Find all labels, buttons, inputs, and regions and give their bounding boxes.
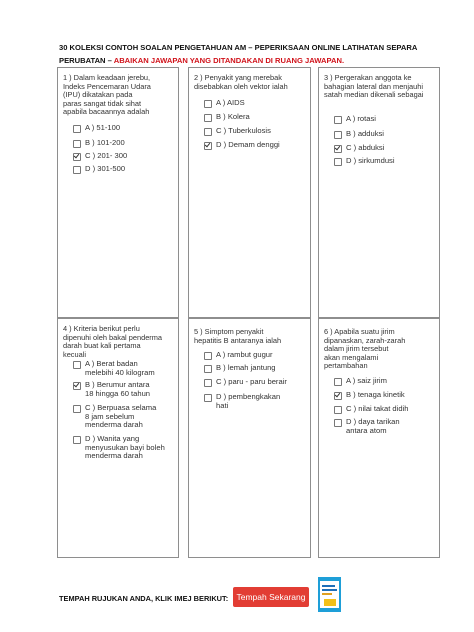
checkbox-checked[interactable]: [204, 142, 212, 150]
question-card-5: [188, 318, 311, 558]
header-line-2: [59, 54, 429, 67]
q4-option-d[interactable]: D ) Wanita yang menyusukan bayi boleh menderma darah: [73, 435, 165, 461]
checkbox[interactable]: [334, 116, 342, 124]
header-warning: ABAIKAN JAWAPAN YANG DITANDAKAN DI RUANG JAWAPAN.: [113, 56, 345, 65]
q1-option-a[interactable]: A ) 51-100: [73, 124, 120, 133]
question-card-4: [57, 318, 179, 558]
q1-option-d[interactable]: D ) 301-500: [73, 165, 125, 174]
q1-option-b[interactable]: B ) 101-200: [73, 139, 125, 148]
question-2-text: 2 ) Penyakit yang merebak disebabkan oleh vektor ialah: [194, 73, 288, 91]
checkbox[interactable]: [73, 405, 81, 413]
q3-option-b[interactable]: B ) adduksi: [334, 130, 384, 139]
header-line-2-prefix: PERUBATAN –: [59, 56, 114, 65]
checkbox[interactable]: [334, 131, 342, 139]
checkbox[interactable]: [73, 436, 81, 444]
book-cover-icon[interactable]: [318, 577, 341, 612]
question-6-text: 6 ) Apabila suatu jirim dipanaskan, zarah-zarah dalam jirim tersebut akan mengalami pertambahan: [324, 327, 406, 371]
question-3-text: 3 ) Pergerakan anggota ke bahagian lateral dan menjauhi satah median dikenali sebagai: [324, 73, 424, 100]
q5-option-c[interactable]: C ) paru - paru berair: [204, 378, 287, 387]
q5-option-a[interactable]: A ) rambut gugur: [204, 351, 273, 360]
checkbox-checked[interactable]: [73, 153, 81, 161]
q5-option-b[interactable]: B ) lemah jantung: [204, 364, 276, 373]
question-5-text: 5 ) Simptom penyakit hepatitis B antaranya ialah: [194, 327, 282, 345]
header-line-1: 30 KOLEKSI CONTOH SOALAN PENGETAHUAN AM – PEPERIKSAAN ONLINE LATIHATAN SEPARA: [59, 43, 418, 52]
order-now-button[interactable]: Tempah Sekarang: [233, 587, 309, 607]
page-header: [59, 41, 429, 67]
q6-option-c[interactable]: C ) nilai takat didih: [334, 405, 408, 414]
q1-option-c[interactable]: C ) 201- 300: [73, 152, 127, 161]
checkbox[interactable]: [73, 140, 81, 148]
q3-option-d[interactable]: D ) sirkumdusi: [334, 157, 395, 166]
q6-option-d[interactable]: D ) daya tarikan antara atom: [334, 418, 400, 435]
q2-option-a[interactable]: A ) AIDS: [204, 99, 245, 108]
checkbox[interactable]: [73, 166, 81, 174]
q2-option-b[interactable]: B ) Kolera: [204, 113, 250, 122]
checkbox[interactable]: [73, 125, 81, 133]
checkbox[interactable]: [334, 406, 342, 414]
checkbox[interactable]: [204, 352, 212, 360]
q6-option-a[interactable]: A ) saiz jirim: [334, 377, 387, 386]
question-card-3: [318, 67, 440, 318]
checkbox[interactable]: [204, 379, 212, 387]
q3-option-c[interactable]: C ) abduksi: [334, 144, 384, 153]
checkbox[interactable]: [204, 365, 212, 373]
q2-option-d[interactable]: D ) Demam denggi: [204, 141, 280, 150]
checkbox[interactable]: [73, 361, 81, 369]
checkbox[interactable]: [334, 378, 342, 386]
question-card-1: [57, 67, 179, 318]
question-1-text: 1 ) Dalam keadaan jerebu, Indeks Pencemaran Udara (IPU) dikatakan pada paras sangat tidak sihat apabila bacaannya adalah: [63, 73, 151, 117]
checkbox[interactable]: [204, 114, 212, 122]
q4-option-b[interactable]: B ) Berumur antara 18 hingga 60 tahun: [73, 381, 150, 398]
question-card-6: [318, 318, 440, 558]
checkbox[interactable]: [204, 128, 212, 136]
q4-option-c[interactable]: C ) Berpuasa selama 8 jam sebelum menderma darah: [73, 404, 156, 430]
checkbox[interactable]: [334, 158, 342, 166]
q4-option-a[interactable]: A ) Berat badan melebihi 40 kilogram: [73, 360, 155, 377]
checkbox[interactable]: [204, 100, 212, 108]
checkbox[interactable]: [204, 394, 212, 402]
question-card-2: [188, 67, 311, 318]
q6-option-b[interactable]: B ) tenaga kinetik: [334, 391, 405, 400]
q2-option-c[interactable]: C ) Tuberkulosis: [204, 127, 271, 136]
question-4-text: 4 ) Kriteria berikut perlu dipenuhi oleh bakal penderma darah buat kali pertama kecuali: [63, 324, 163, 359]
checkbox-checked[interactable]: [73, 382, 81, 390]
checkbox[interactable]: [334, 419, 342, 427]
checkbox-checked[interactable]: [334, 392, 342, 400]
q3-option-a[interactable]: A ) rotasi: [334, 115, 376, 124]
footer-label: TEMPAH RUJUKAN ANDA, KLIK IMEJ BERIKUT:: [59, 594, 229, 603]
q5-option-d[interactable]: D ) pembengkakan hati: [204, 393, 280, 410]
checkbox-checked[interactable]: [334, 145, 342, 153]
